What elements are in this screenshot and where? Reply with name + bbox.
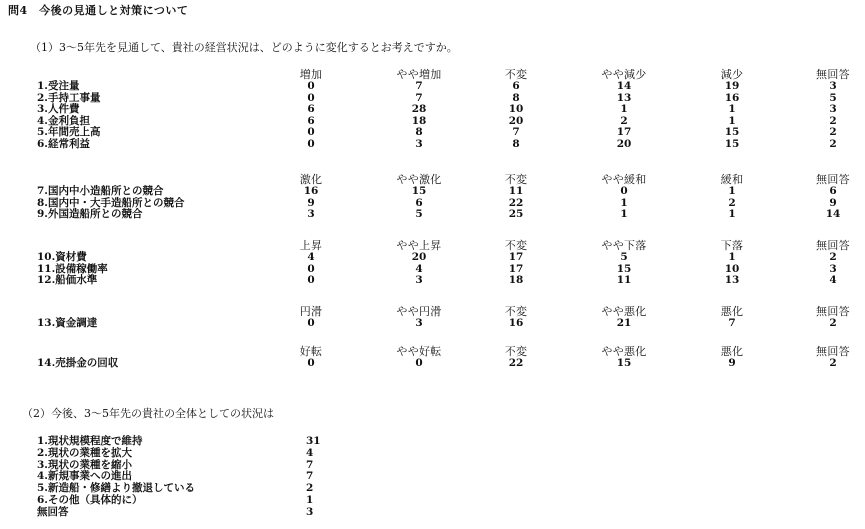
q1-cell-value: 20 <box>508 114 524 127</box>
q1-cell-value: 1 <box>728 208 736 221</box>
q1-cell-value: 18 <box>411 114 427 127</box>
q1-column-header: 不変 <box>504 239 528 252</box>
q2-item-value: 7 <box>306 470 314 483</box>
q1-cell-value: 1 <box>728 185 736 197</box>
q1-cell-value: 1 <box>620 196 628 209</box>
q1-cell-value: 28 <box>411 103 427 116</box>
q1-cell-value: 25 <box>508 208 524 221</box>
q2-item-value: 4 <box>306 446 314 459</box>
q1-cell-value: 10 <box>508 103 524 116</box>
q1-cell-value: 17 <box>508 251 524 263</box>
q1-cell-value: 21 <box>616 317 632 329</box>
q1-row-label: 4.金利負担 <box>37 114 90 127</box>
q1-cell-value: 0 <box>620 185 628 197</box>
q1-cell-value: 3 <box>829 262 837 275</box>
q1-cell-value: 15 <box>616 262 632 275</box>
q1-column-header: 悪化 <box>720 305 744 318</box>
q1-cell-value: 0 <box>415 357 423 369</box>
q1-cell-value: 11 <box>508 185 524 197</box>
q2-item-label: 無回答 <box>37 505 69 518</box>
q1-cell-value: 17 <box>508 262 524 275</box>
q1-cell-value: 4 <box>829 274 837 287</box>
q1-column-header: 不変 <box>504 173 528 186</box>
q1-column-header: 無回答 <box>816 239 850 252</box>
q1-cell-value: 16 <box>508 317 524 329</box>
q1-cell-value: 20 <box>411 251 427 263</box>
q1-cell-value: 7 <box>728 317 736 329</box>
q1-column-header: 減少 <box>720 68 744 81</box>
q1-cell-value: 8 <box>415 126 423 139</box>
q1-cell-value: 1 <box>728 251 736 263</box>
q2-item-label: 4.新規事業への進出 <box>37 470 132 483</box>
q1-cell-value: 0 <box>307 262 315 275</box>
q1-cell-value: 9 <box>829 196 837 209</box>
q1-column-header: やや悪化 <box>601 305 647 318</box>
q1-cell-value: 6 <box>415 196 423 209</box>
q1-column-header: 緩和 <box>720 173 744 186</box>
q1-cell-value: 15 <box>724 138 740 150</box>
q1-cell-value: 4 <box>307 251 315 263</box>
q1-column-header: やや円滑 <box>396 305 442 318</box>
q1-cell-value: 7 <box>415 91 423 104</box>
q1-cell-value: 9 <box>307 196 315 209</box>
q1-cell-value: 22 <box>508 357 524 369</box>
q1-cell-value: 14 <box>616 80 632 92</box>
q1-heading: （1）3～5年先を見通して、貴社の経営状況は、どのように変化するとお考えですか。 <box>30 41 458 54</box>
q1-column-header: 不変 <box>504 68 528 81</box>
q1-row-label: 5.年間売上高 <box>37 126 101 139</box>
q1-cell-value: 22 <box>508 196 524 209</box>
q1-row-label: 11.設備稼働率 <box>37 262 108 275</box>
q1-row-label: 9.外国造船所との競合 <box>37 208 143 221</box>
q1-row-label: 10.資材費 <box>37 251 87 263</box>
q1-column-header: やや下落 <box>601 239 647 252</box>
q1-cell-value: 17 <box>616 126 632 139</box>
q1-row-label: 14.売掛金の回収 <box>37 357 119 369</box>
q1-cell-value: 2 <box>829 138 837 150</box>
q1-cell-value: 0 <box>307 80 315 92</box>
q1-cell-value: 15 <box>411 185 427 197</box>
q1-column-header: 好転 <box>299 345 323 358</box>
q1-cell-value: 1 <box>620 103 628 116</box>
q1-column-header: やや好転 <box>396 345 442 358</box>
q1-cell-value: 0 <box>307 274 315 287</box>
q2-item-label: 5.新造船・修繕より撤退している <box>37 482 195 495</box>
q1-column-header: やや減少 <box>601 68 647 81</box>
q1-cell-value: 0 <box>307 317 315 329</box>
q1-cell-value: 2 <box>728 196 736 209</box>
q1-row-label: 3.人件費 <box>37 103 80 116</box>
q1-cell-value: 13 <box>616 91 632 104</box>
q1-column-header: 不変 <box>504 305 528 318</box>
q1-column-header: 無回答 <box>816 345 850 358</box>
q1-cell-value: 11 <box>616 274 632 287</box>
q2-item-label: 1.現状規模程度で維持 <box>37 435 143 447</box>
q1-cell-value: 18 <box>508 274 524 287</box>
q1-cell-value: 2 <box>829 317 837 329</box>
q1-cell-value: 2 <box>829 126 837 139</box>
q1-cell-value: 4 <box>415 262 423 275</box>
q1-cell-value: 5 <box>415 208 423 221</box>
q1-cell-value: 7 <box>512 126 520 139</box>
q2-item-value: 7 <box>306 458 314 471</box>
q1-cell-value: 2 <box>829 114 837 127</box>
q1-cell-value: 0 <box>307 126 315 139</box>
q1-cell-value: 3 <box>415 274 423 287</box>
q1-cell-value: 3 <box>415 138 423 150</box>
q1-cell-value: 0 <box>307 91 315 104</box>
q1-column-header: 無回答 <box>816 68 850 81</box>
q1-column-header: 上昇 <box>299 239 323 252</box>
q2-item-value: 3 <box>306 505 314 518</box>
q1-cell-value: 1 <box>728 114 736 127</box>
q1-column-header: やや上昇 <box>396 239 442 252</box>
q1-cell-value: 1 <box>620 208 628 221</box>
q1-cell-value: 14 <box>825 208 841 221</box>
q1-column-header: 不変 <box>504 345 528 358</box>
q1-cell-value: 5 <box>829 91 837 104</box>
q1-column-header: やや増加 <box>396 68 442 81</box>
q2-item-label: 6.その他（具体的に） <box>37 494 143 506</box>
q1-column-header: やや緩和 <box>601 173 647 186</box>
q1-column-header: やや悪化 <box>601 345 647 358</box>
q1-cell-value: 15 <box>616 357 632 369</box>
q1-row-label: 12.船価水準 <box>37 274 98 287</box>
q1-row-label: 8.国内中・大手造船所との競合 <box>37 196 185 209</box>
q1-column-header: 増加 <box>299 68 323 81</box>
q1-cell-value: 19 <box>724 80 740 92</box>
q1-cell-value: 9 <box>728 357 736 369</box>
q1-column-header: 無回答 <box>816 305 850 318</box>
q1-cell-value: 1 <box>728 103 736 116</box>
q2-item-value: 1 <box>306 494 314 506</box>
q1-cell-value: 0 <box>307 138 315 150</box>
q1-column-header: 悪化 <box>720 345 744 358</box>
q1-cell-value: 8 <box>512 138 520 150</box>
q1-cell-value: 6 <box>829 185 837 197</box>
q2-item-value: 2 <box>306 482 314 495</box>
q1-cell-value: 3 <box>307 208 315 221</box>
q1-cell-value: 6 <box>307 114 315 127</box>
q1-column-header: 下落 <box>720 239 744 252</box>
q2-item-value: 31 <box>306 435 321 447</box>
q1-cell-value: 3 <box>415 317 423 329</box>
q2-item-label: 2.現状の業種を拡大 <box>37 446 132 459</box>
q2-item-label: 3.現状の業種を縮小 <box>37 458 132 471</box>
q2-heading: （2）今後、3～5年先の貴社の全体としての状況は <box>22 407 274 420</box>
q1-cell-value: 0 <box>307 357 315 369</box>
q1-cell-value: 16 <box>724 91 740 104</box>
q1-cell-value: 13 <box>724 274 740 287</box>
q1-cell-value: 16 <box>303 185 319 197</box>
page-title: 問4 今後の見通しと対策について <box>8 4 189 17</box>
q1-cell-value: 6 <box>512 80 520 92</box>
q1-cell-value: 2 <box>829 251 837 263</box>
q1-cell-value: 7 <box>415 80 423 92</box>
q1-cell-value: 3 <box>829 103 837 116</box>
q1-cell-value: 6 <box>307 103 315 116</box>
q1-column-header: 激化 <box>299 173 323 186</box>
q1-cell-value: 5 <box>620 251 628 263</box>
q1-column-header: やや激化 <box>396 173 442 186</box>
q1-cell-value: 20 <box>616 138 632 150</box>
q1-row-label: 6.経常利益 <box>37 138 90 150</box>
q1-cell-value: 2 <box>620 114 628 127</box>
q1-column-header: 無回答 <box>816 173 850 186</box>
q1-cell-value: 3 <box>829 80 837 92</box>
q1-cell-value: 8 <box>512 91 520 104</box>
q1-row-label: 2.手持工事量 <box>37 91 101 104</box>
q1-row-label: 13.資金調達 <box>37 317 98 329</box>
q1-cell-value: 2 <box>829 357 837 369</box>
q1-cell-value: 15 <box>724 126 740 139</box>
q1-column-header: 円滑 <box>299 305 323 318</box>
q1-row-label: 7.国内中小造船所との競合 <box>37 185 164 197</box>
q1-cell-value: 10 <box>724 262 740 275</box>
q1-row-label: 1.受注量 <box>37 80 80 92</box>
